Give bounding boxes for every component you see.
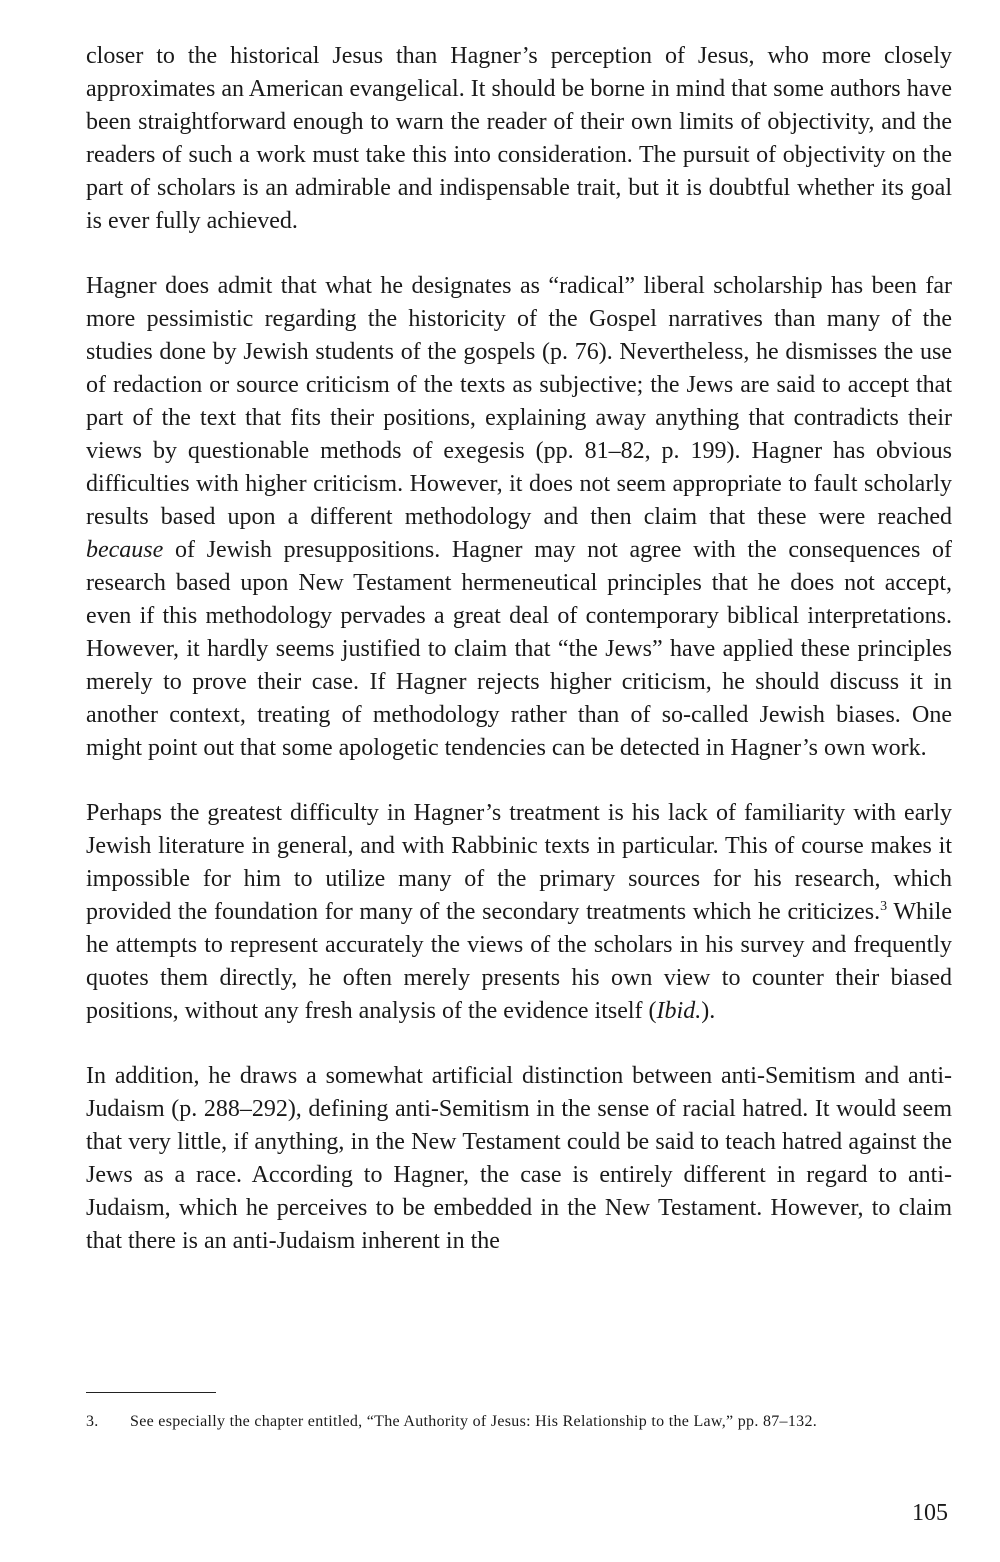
paragraph-3-italic: Ibid.: [656, 998, 702, 1024]
page-number: 105: [912, 1500, 948, 1526]
page-body: [86, 40, 952, 1258]
footnote-divider: [86, 1392, 216, 1393]
paragraph-2-italic: because: [86, 537, 164, 563]
footnote-text: See especially the chapter entitled, “The Authority of Jesus: His Relationship to the Law,” pp. 87–132.: [130, 1413, 818, 1430]
paragraph-2-text-b: of Jewish presuppositions. Hagner may not agree with the consequences of research based upon New Testament hermeneutical principles that he does not accept, even if this methodology pervades a great deal of contemporary biblical interpretations. However, it hardly seems justified to claim that “the Jews” have applied these principles merely to prove their case. If Hagner rejects higher criticism, he should discuss it in another context, treating of methodology rather than of so-called Jewish biases. One might point out that some apologetic tendencies can be detected in Hagner’s own work.: [86, 537, 952, 761]
paragraph-3-text-b: While he attempts to represent accurately the views of the scholars in his survey and frequently quotes them directly, he often merely presents his own view to counter their biased positions, without any fresh analysis of the evidence itself (: [86, 899, 952, 1024]
paragraph-4: [86, 1060, 952, 1258]
paragraph-1-text: closer to the historical Jesus than Hagner’s perception of Jesus, who more closely approximates an American evangelical. It should be borne in mind that some authors have been straightforward enough to warn the reader of their own limits of objectivity, and the readers of such a work must take this into consideration. The pursuit of objectivity on the part of scholars is an admirable and indispensable trait, but it is doubtful whether its goal is ever fully achieved.: [86, 43, 952, 234]
paragraph-2-text-a: Hagner does admit that what he designates as “radical” liberal scholarship has been far more pessimistic regarding the historicity of the Gospel narratives than many of the studies done by Jewish students of the gospels (p. 76). Nevertheless, he dismisses the use of redaction or source criticism of the texts as subjective; the Jews are said to accept that part of the text that fits their positions, explaining away anything that contradicts their views by questionable methods of exegesis (pp. 81–82, p. 199). Hagner has obvious difficulties with higher criticism. However, it does not seem appropriate to fault scholarly results based upon a different methodology and then claim that these were reached: [86, 273, 952, 530]
footnote-number: 3.: [86, 1413, 99, 1430]
paragraph-3-text-c: ).: [701, 998, 716, 1024]
paragraph-3: [86, 797, 952, 1028]
paragraph-1: [86, 40, 952, 238]
footnote-reference: 3: [880, 899, 888, 914]
paragraph-4-text: In addition, he draws a somewhat artificial distinction between anti-Semitism and anti-Judaism (p. 288–292), defining anti-Semitism in the sense of racial hatred. It would seem that very little, if anything, in the New Testament could be said to teach hatred against the Jews as a race. According to Hagner, the case is entirely different in regard to anti-Judaism, which he perceives to be embedded in the New Testament. However, to claim that there is an anti-Judaism inherent in the: [86, 1063, 952, 1254]
footnote: [86, 1408, 952, 1436]
paragraph-2: [86, 270, 952, 765]
paragraph-3-text-a: Perhaps the greatest difficulty in Hagner’s treatment is his lack of familiarity with early Jewish literature in general, and with Rabbinic texts in particular. This of course makes it impossible for him to utilize many of the primary sources for his research, which provided the foundation for many of the secondary treatments which he criticizes.: [86, 800, 952, 925]
